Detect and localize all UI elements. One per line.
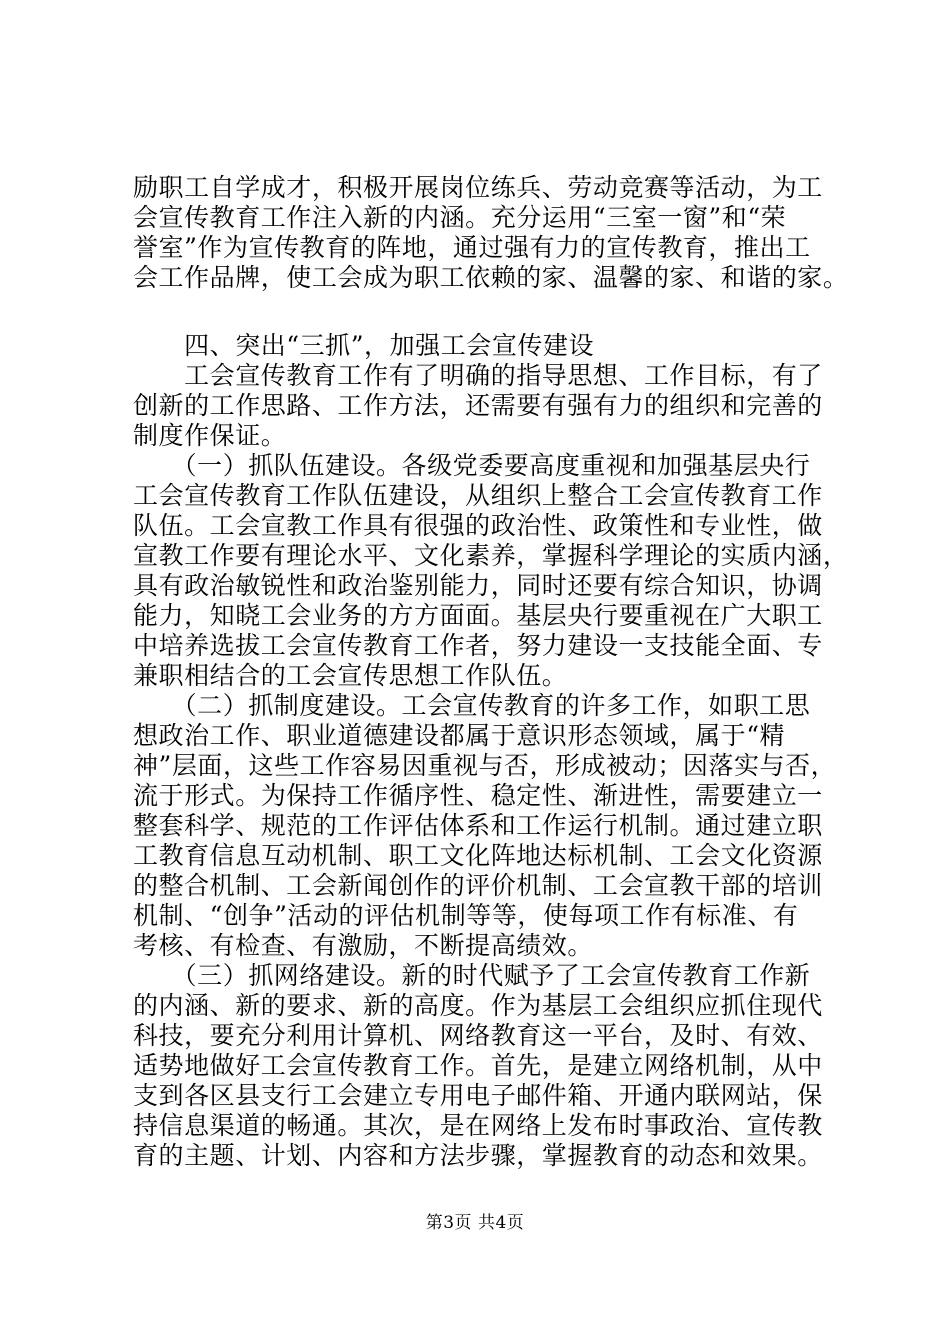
text-line: 队伍。工会宣教工作具有很强的政治性、政策性和专业性，做: [133, 511, 823, 540]
text-line: 神”层面，这些工作容易因重视与否，形成被动；因落实与否，: [133, 751, 837, 780]
text-line: 工会宣传教育工作队伍建设，从组织上整合工会宣传教育工作: [133, 481, 823, 510]
text-line: 想政治工作、职业道德建设都属于意识形态领域，属于“精: [133, 721, 786, 750]
text-line: （三）抓网络建设。新的时代赋予了工会宣传教育工作新: [133, 961, 811, 990]
text-line: 四、突出“三抓”，加强工会宣传建设: [133, 331, 595, 360]
page-footer: [0, 1212, 950, 1234]
text-line: 兼职相结合的工会宣传思想工作队伍。: [133, 661, 568, 690]
document-body: [133, 173, 849, 1171]
text-line: 科技，要充分利用计算机、网络教育这一平台，及时、有效、: [133, 1021, 823, 1050]
text-line: 誉室”作为宣传教育的阵地，通过强有力的宣传教育，推出工: [133, 233, 811, 262]
text-line: 考核、有检查、有激励，不断提高绩效。: [133, 931, 593, 960]
text-line: （二）抓制度建设。工会宣传教育的许多工作，如职工思: [133, 691, 811, 720]
text-line: 宣教工作要有理论水平、文化素养，掌握科学理论的实质内涵，: [133, 541, 849, 570]
text-line: 制度作保证。: [133, 421, 287, 450]
text-line: 适势地做好工会宣传教育工作。首先，是建立网络机制，从中: [133, 1051, 823, 1080]
paragraph-block-1: [133, 173, 849, 293]
page-number: 第3页 共4页: [425, 1213, 525, 1233]
text-line: 工会宣传教育工作有了明确的指导思想、工作目标，有了: [133, 361, 823, 390]
text-line: 会宣传教育工作注入新的内涵。充分运用“三室一窗”和“荣: [133, 203, 787, 232]
text-line: （一）抓队伍建设。各级党委要高度重视和加强基层央行: [133, 451, 811, 480]
paragraph-block-2: [133, 331, 849, 1171]
text-line: 工教育信息互动机制、职工文化阵地达标机制、工会文化资源: [133, 841, 823, 870]
text-line: 持信息渠道的畅通。其次，是在网络上发布时事政治、宣传教: [133, 1111, 823, 1140]
text-line: 整套科学、规范的工作评估体系和工作运行机制。通过建立职: [133, 811, 823, 840]
text-line: 支到各区县支行工会建立专用电子邮件箱、开通内联网站，保: [133, 1081, 823, 1110]
text-line: 创新的工作思路、工作方法，还需要有强有力的组织和完善的: [133, 391, 823, 420]
text-line: 流于形式。为保持工作循序性、稳定性、渐进性，需要建立一: [133, 781, 823, 810]
text-line: 育的主题、计划、内容和方法步骤，掌握教育的动态和效果。: [133, 1141, 823, 1170]
text-line: 励职工自学成才，积极开展岗位练兵、劳动竞赛等活动，为工: [133, 173, 823, 202]
text-line: 的内涵、新的要求、新的高度。作为基层工会组织应抓住现代: [133, 991, 823, 1020]
text-line: 会工作品牌，使工会成为职工依赖的家、温馨的家、和谐的家。: [133, 263, 849, 292]
text-line: 机制、“创争”活动的评估机制等等，使每项工作有标准、有: [133, 901, 799, 930]
text-line: 具有政治敏锐性和政治鉴别能力，同时还要有综合知识，协调: [133, 571, 823, 600]
text-line: 的整合机制、工会新闻创作的评价机制、工会宣教干部的培训: [133, 871, 823, 900]
text-line: 能力，知晓工会业务的方方面面。基层央行要重视在广大职工: [133, 601, 823, 630]
text-line: 中培养选拔工会宣传教育工作者，努力建设一支技能全面、专: [133, 631, 823, 660]
paragraph-gap: [133, 293, 833, 331]
